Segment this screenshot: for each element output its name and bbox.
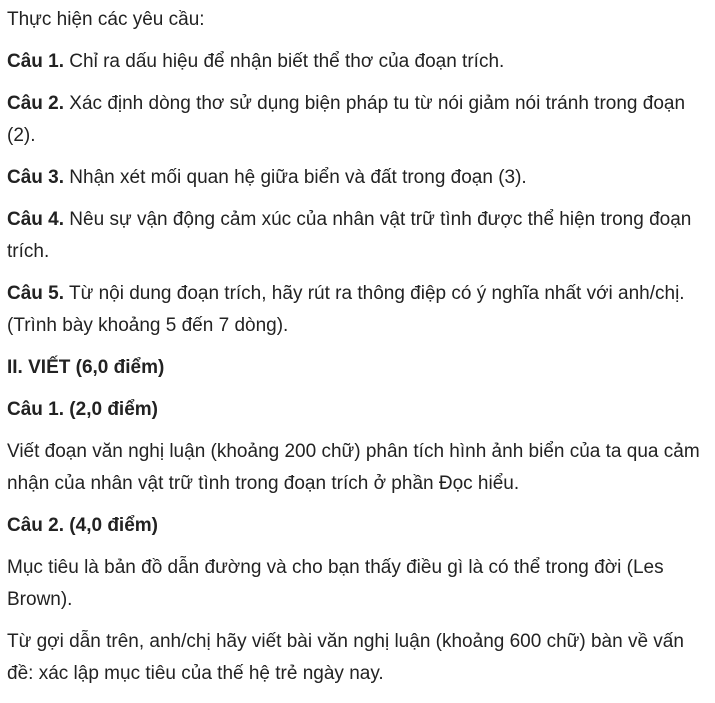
section-heading (7, 352, 707, 384)
question-5 (7, 278, 707, 342)
question-1-label: Câu 1. (7, 51, 65, 72)
question-1-text: Chỉ ra dấu hiệu để nhận biết thể thơ của đoạn trích. (64, 51, 505, 72)
question-3-label: Câu 3. (7, 167, 65, 188)
question-2-label: Câu 2. (7, 93, 65, 114)
writing-q2-quote: Mục tiêu là bản đồ dẫn đường và cho bạn thấy điều gì là có thể trong đời (Les Brown). (7, 557, 664, 610)
question-4-label: Câu 4. (7, 209, 65, 230)
question-4 (7, 204, 707, 268)
question-1 (7, 46, 707, 78)
question-2-text: Xác định dòng thơ sử dụng biện pháp tu từ nói giảm nói tránh trong đoạn (2). (7, 93, 686, 146)
question-3 (7, 162, 707, 194)
writing-q2-prompt: Từ gợi dẫn trên, anh/chị hãy viết bài văn nghị luận (khoảng 600 chữ) bàn về vấn đề: xác lập mục tiêu của thế hệ trẻ ngày nay. (7, 631, 684, 684)
question-3-text: Nhận xét mối quan hệ giữa biển và đất trong đoạn (3). (64, 167, 527, 188)
intro-text: Thực hiện các yêu cầu: (7, 9, 205, 30)
question-5-label: Câu 5. (7, 283, 65, 304)
writing-q1-heading-text: Câu 1. (2,0 điểm) (7, 399, 158, 420)
question-2 (7, 88, 707, 152)
writing-q2-heading (7, 510, 707, 542)
question-4-text: Nêu sự vận động cảm xúc của nhân vật trữ tình được thể hiện trong đoạn trích. (7, 209, 692, 262)
writing-q2-heading-text: Câu 2. (4,0 điểm) (7, 515, 158, 536)
section-heading-text: II. VIẾT (6,0 điểm) (7, 357, 165, 378)
question-5-text: Từ nội dung đoạn trích, hãy rút ra thông điệp có ý nghĩa nhất với anh/chị. (Trình bày khoảng 5 đến 7 dòng). (7, 283, 685, 336)
writing-q1-text: Viết đoạn văn nghị luận (khoảng 200 chữ) phân tích hình ảnh biển của ta qua cảm nhận của nhân vật trữ tình trong đoạn trích ở phần Đọc hiểu. (7, 441, 700, 494)
writing-q1-heading (7, 394, 707, 426)
